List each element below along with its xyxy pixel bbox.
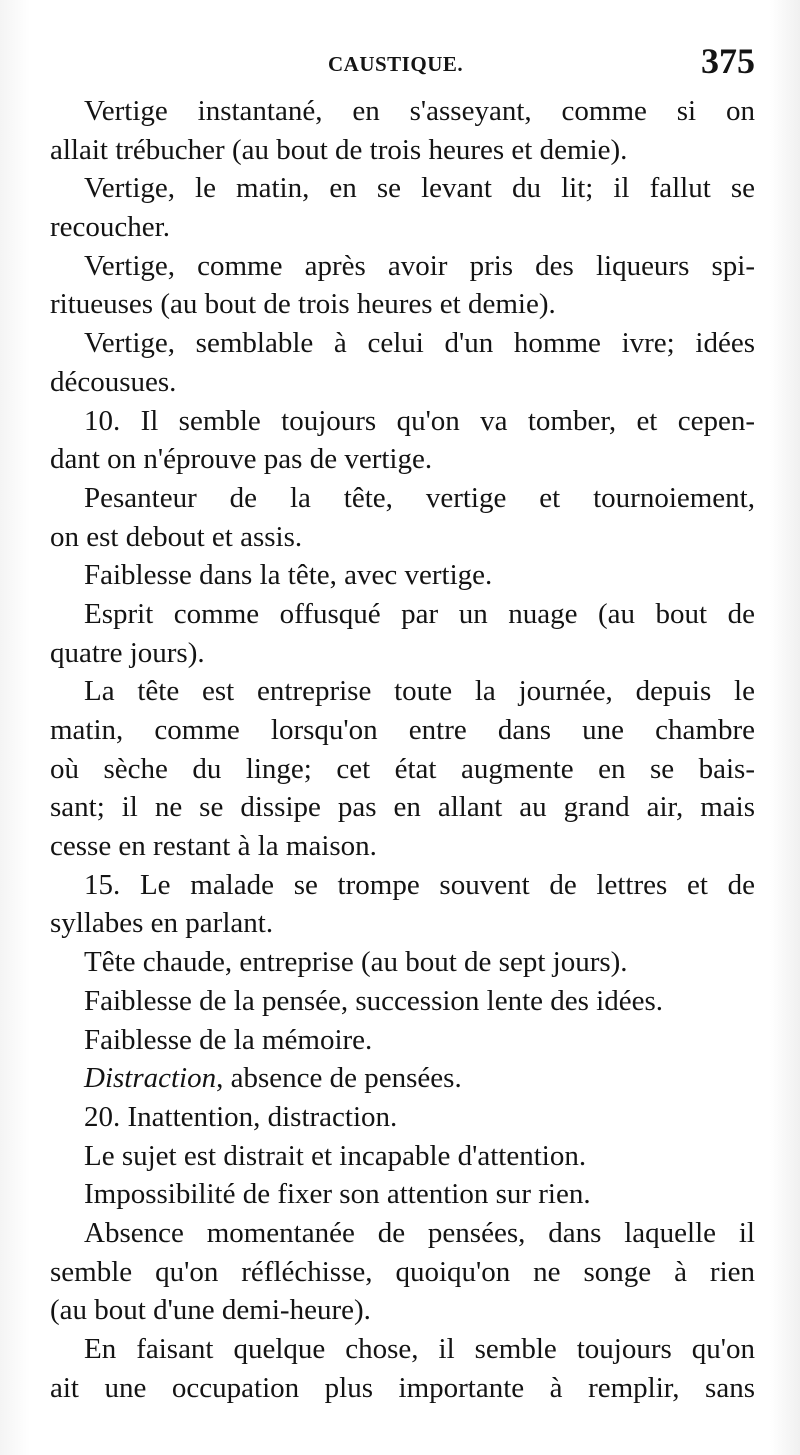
text-line: où sèche du linge; cet état augmente en se bais- [50, 752, 755, 785]
page-number: 375 [701, 41, 755, 81]
text-line: Vertige, semblable à celui d'un homme ivre; idées [84, 327, 755, 360]
text-line: ait une occupation plus importante à remplir, sans [50, 1371, 755, 1404]
text-line: Vertige, le matin, en se levant du lit; il fallut se [84, 172, 755, 205]
line-rest: , absence de pensées. [216, 1062, 462, 1095]
text-line: Faiblesse de la pensée, succession lente des idées. [84, 984, 664, 1017]
text-line: on est debout et assis. [50, 520, 303, 553]
text-line: Tête chaude, entreprise (au bout de sept jours). [84, 946, 628, 979]
text-line: décousues. [50, 365, 177, 398]
text-line: En faisant quelque chose, il semble toujours qu'on [84, 1333, 755, 1365]
italic-term: Distraction [84, 1062, 217, 1095]
text-line: Faiblesse dans la tête, avec vertige. [84, 559, 493, 592]
text-line: Impossibilité de fixer son attention sur rien. [84, 1178, 591, 1211]
text-line: La tête est entreprise toute la journée, depuis le [84, 675, 755, 708]
text-line: recoucher. [50, 211, 170, 244]
running-head: CAUSTIQUE. [328, 52, 464, 76]
text-line: 10. Il semble toujours qu'on va tomber, et cepen- [84, 404, 755, 437]
text-line: dant on n'éprouve pas de vertige. [50, 443, 433, 476]
text-line: quatre jours). [50, 636, 205, 669]
text-line: syllabes en parlant. [50, 907, 274, 940]
text-line: Vertige, comme après avoir pris des liqueurs spi- [84, 249, 755, 282]
text-line: (au bout d'une demi-heure). [50, 1294, 371, 1327]
text-line: Faiblesse de la mémoire. [84, 1023, 373, 1056]
page-header [50, 40, 755, 90]
text-line: cesse en restant à la maison. [50, 830, 377, 863]
text-line: allait trébucher (au bout de trois heures et demie). [50, 133, 628, 166]
text-line: ritueuses (au bout de trois heures et demie). [50, 288, 556, 321]
text-line: 15. Le malade se trompe souvent de lettres et de [84, 868, 755, 901]
text-line: Absence momentanée de pensées, dans laquelle il [84, 1216, 755, 1249]
body-text [50, 92, 755, 1407]
text-line: Pesanteur de la tête, vertige et tournoiement, [84, 481, 755, 514]
text-line: Vertige instantané, en s'asseyant, comme si on [84, 95, 755, 127]
text-line: matin, comme lorsqu'on entre dans une chambre [50, 714, 755, 746]
text-line [50, 1059, 755, 1098]
text-line: sant; il ne se dissipe pas en allant au grand air, mais [50, 791, 755, 824]
text-line: semble qu'on réfléchisse, quoiqu'on ne songe à rien [50, 1255, 755, 1288]
text-line: 20. Inattention, distraction. [84, 1100, 398, 1133]
text-line: Le sujet est distrait et incapable d'attention. [84, 1139, 587, 1172]
text-line: Esprit comme offusqué par un nuage (au bout de [84, 597, 755, 630]
